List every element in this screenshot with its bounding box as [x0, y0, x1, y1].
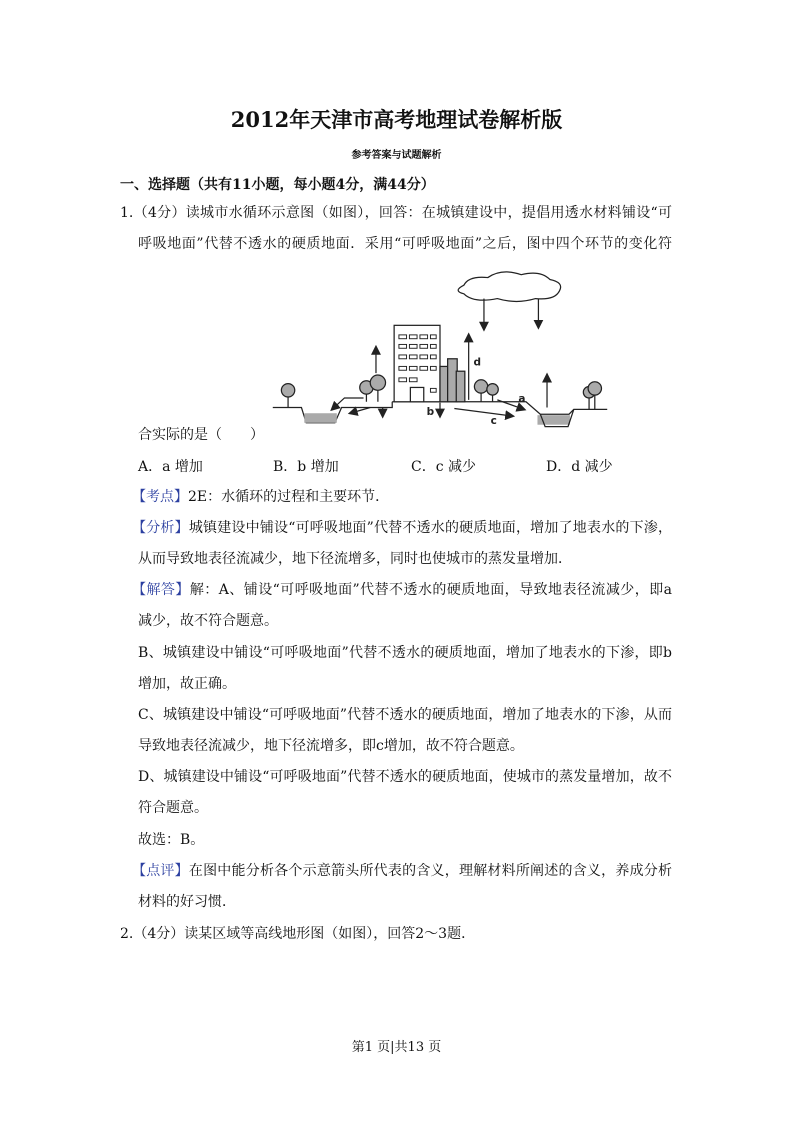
fenxi-line2: 从而导致地表径流减少，地下径流增多，同时也使城市的蒸发量增加．: [138, 551, 572, 567]
label-c: c: [490, 414, 497, 427]
water-cycle-diagram: [265, 268, 615, 440]
page-subtitle: 参考答案与试题解析: [351, 150, 442, 161]
q1-stem-line2: 呼吸地面”代替不透水的硬质地面．采用“可呼吸地面”之后，图中四个环节的变化符: [138, 236, 672, 252]
jieda-tag: 【解答】: [132, 582, 190, 598]
c-line1: C、城镇建设中铺设“可呼吸地面”代替不透水的硬质地面，增加了地表水的下渗，从而: [138, 707, 672, 723]
d-line1: D、城镇建设中铺设“可呼吸地面”代替不透水的硬质地面，使城市的蒸发量增加，故不: [138, 769, 672, 785]
answer: 故选：B。: [138, 832, 205, 848]
q1-stem-line3: 合实际的是（ ）: [138, 427, 264, 443]
page-footer: 第1 页|共13 页: [351, 1040, 442, 1055]
b-line2: 增加，故正确。: [138, 676, 236, 692]
fenxi: [132, 518, 672, 538]
kaodian-text: 2E：水循环的过程和主要环节．: [188, 489, 390, 505]
kaodian: [132, 487, 389, 507]
option-d: D．d 减少: [546, 459, 613, 475]
dianping-line1: 在图中能分析各个示意箭头所代表的含义，理解材料所阐述的含义，养成分析: [188, 863, 673, 879]
jieda-line1: 解：A、铺设“可呼吸地面”代替不透水的硬质地面，导致地表径流减少，即a: [189, 582, 672, 598]
page-title: 2012年天津市高考地理试卷解析版: [230, 107, 563, 132]
fenxi-line1: 城镇建设中铺设“可呼吸地面”代替不透水的硬质地面，增加了地表水的下渗，: [188, 520, 673, 536]
dianping-tag: 【点评】: [132, 863, 189, 879]
label-a: a: [518, 392, 526, 405]
option-a: A．a 增加: [138, 459, 203, 475]
jieda: [132, 580, 672, 600]
cloud: [458, 272, 560, 302]
dianping: [132, 861, 672, 881]
q1-stem-line1: 1.（4分）读城市水循环示意图（如图），回答：在城镇建设中，提倡用透水材料铺设“可: [120, 205, 672, 221]
d-line2: 符合题意。: [138, 800, 208, 816]
jieda-line2: 减少，故不符合题意。: [138, 613, 278, 629]
label-d: d: [473, 356, 481, 369]
label-b: b: [426, 406, 435, 419]
option-b: B．b 增加: [273, 459, 339, 475]
q2-stem: 2.（4分）读某区域等高线地形图（如图），回答2～3题．: [120, 926, 476, 942]
fenxi-tag: 【分析】: [132, 520, 189, 536]
c-line2: 导致地表径流减少，地下径流增多，即c增加，故不符合题意。: [138, 738, 524, 754]
option-c: C．c 减少: [411, 459, 477, 475]
b-line1: B、城镇建设中铺设“可呼吸地面”代替不透水的硬质地面，增加了地表水的下渗，即b: [138, 645, 672, 661]
dianping-line2: 材料的好习惯．: [138, 894, 236, 910]
kaodian-tag: 【考点】: [132, 489, 188, 505]
section-heading: 一、选择题（共有11小题，每小题4分，满44分）: [120, 177, 435, 193]
